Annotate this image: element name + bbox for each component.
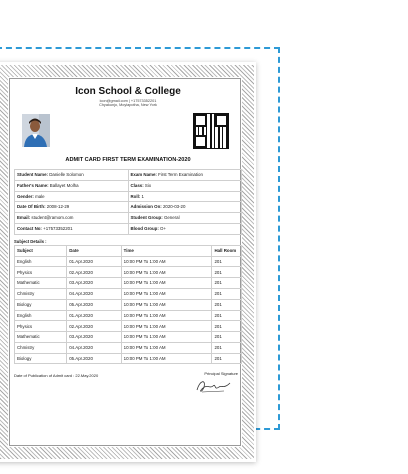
subject-cell: 201 bbox=[212, 289, 242, 300]
subject-cell: Biology bbox=[15, 299, 67, 310]
school-name: Icon School & College bbox=[75, 86, 181, 97]
subject-row bbox=[15, 278, 242, 289]
info-cell bbox=[15, 169, 129, 180]
info-label: Admission On: bbox=[130, 204, 162, 210]
info-cell bbox=[15, 223, 129, 234]
subject-cell: 201 bbox=[212, 267, 242, 278]
info-label: Student Group: bbox=[130, 215, 163, 221]
school-contact: icon@gmail.com | +17573352201 bbox=[99, 98, 157, 103]
admit-card-title: ADMIT CARD FIRST TERM EXAMINATION-2020 bbox=[65, 156, 191, 163]
subject-row bbox=[15, 353, 242, 364]
publication-date: Date of Publication of Admit card : 22.May.2020 bbox=[14, 373, 99, 379]
subject-cell: 02.Apr.2020 bbox=[67, 321, 121, 332]
subject-row bbox=[15, 332, 242, 343]
info-row bbox=[15, 180, 242, 191]
subject-cell: 04.Apr.2020 bbox=[67, 342, 121, 353]
subject-details-label: Subject Details : bbox=[14, 238, 47, 244]
info-cell bbox=[128, 223, 242, 234]
subject-cell: Physics bbox=[15, 321, 67, 332]
subject-cell: 02.Apr.2020 bbox=[67, 267, 121, 278]
subject-cell: 10:00 PM To 1:00 AM bbox=[121, 299, 212, 310]
info-cell bbox=[128, 213, 242, 224]
info-value: Six bbox=[144, 182, 152, 188]
info-cell bbox=[128, 169, 242, 180]
info-value: male bbox=[35, 193, 45, 199]
info-value: 2020-03-20 bbox=[162, 204, 186, 210]
info-label: Blood Group: bbox=[130, 226, 159, 231]
admit-card-content bbox=[14, 84, 242, 444]
subject-row bbox=[15, 342, 242, 353]
info-value: student@ramom.com bbox=[31, 215, 74, 221]
card-footer bbox=[14, 370, 242, 400]
school-address: Chyakunjo, Moylapotha, New York bbox=[99, 103, 157, 108]
subject-row bbox=[15, 256, 242, 267]
subject-cell: 01.Apr.2020 bbox=[67, 310, 121, 321]
subject-cell: 04.Apr.2020 bbox=[67, 289, 121, 300]
info-value: First Term Examination bbox=[158, 172, 203, 178]
subject-cell: 201 bbox=[212, 299, 242, 310]
info-value: +17573352201 bbox=[43, 226, 73, 231]
subject-cell: English bbox=[15, 310, 67, 321]
subject-cell: 01.Apr.2020 bbox=[67, 256, 121, 267]
info-row bbox=[15, 223, 242, 234]
info-value: Ballayet Molha bbox=[49, 182, 79, 188]
subject-row bbox=[15, 321, 242, 332]
subject-cell: 10:00 PM To 1:00 AM bbox=[121, 332, 212, 343]
info-cell bbox=[15, 191, 129, 202]
info-cell bbox=[128, 202, 242, 213]
info-label: Contact No: bbox=[17, 226, 42, 231]
subject-row bbox=[15, 267, 242, 278]
subject-cell: Chmistry bbox=[15, 289, 67, 300]
qr-code-icon bbox=[194, 114, 228, 148]
signature-label: Principal Signature bbox=[204, 371, 238, 377]
subject-cell: 201 bbox=[212, 332, 242, 343]
header-subject: Subject bbox=[15, 245, 67, 256]
subject-cell: 201 bbox=[212, 353, 242, 364]
subject-cell: 05.Apr.2020 bbox=[67, 353, 121, 364]
info-cell bbox=[128, 180, 242, 191]
admit-card-document bbox=[0, 62, 256, 462]
header-hall-room: Hall Room bbox=[212, 245, 242, 256]
subject-cell: Physics bbox=[15, 267, 67, 278]
subject-cell: 201 bbox=[212, 278, 242, 289]
info-value: General bbox=[163, 215, 180, 221]
info-row bbox=[15, 169, 242, 180]
subject-cell: 10:00 PM To 1:00 AM bbox=[121, 289, 212, 300]
subject-table bbox=[14, 245, 242, 365]
subject-cell: 05.Apr.2020 bbox=[67, 299, 121, 310]
info-label: Email: bbox=[17, 215, 31, 221]
subject-cell: 03.Apr.2020 bbox=[67, 332, 121, 343]
info-label: Class: bbox=[130, 182, 144, 188]
info-label: Gender: bbox=[17, 193, 34, 199]
info-value: 1 bbox=[141, 193, 144, 199]
info-label: Student Name: bbox=[17, 172, 48, 178]
subject-cell: English bbox=[15, 256, 67, 267]
subject-row bbox=[15, 310, 242, 321]
student-photo bbox=[22, 114, 50, 147]
info-cell bbox=[15, 213, 129, 224]
info-cell bbox=[128, 191, 242, 202]
info-row bbox=[15, 191, 242, 202]
info-value: Danielle Solomon bbox=[49, 172, 84, 178]
photo-row bbox=[14, 111, 242, 153]
subject-row bbox=[15, 289, 242, 300]
student-info-table bbox=[14, 169, 242, 235]
subject-cell: 201 bbox=[212, 342, 242, 353]
subject-table-header bbox=[15, 245, 242, 256]
info-label: Father's Name: bbox=[17, 182, 49, 188]
signature-icon bbox=[194, 377, 234, 395]
subject-cell: 10:00 PM To 1:00 AM bbox=[121, 310, 212, 321]
subject-cell: 10:00 PM To 1:00 AM bbox=[121, 321, 212, 332]
subject-row bbox=[15, 299, 242, 310]
info-cell bbox=[15, 180, 129, 191]
subject-cell: Mathematic bbox=[15, 332, 67, 343]
subject-cell: Mathematic bbox=[15, 278, 67, 289]
info-row bbox=[15, 202, 242, 213]
subject-cell: 10:00 PM To 1:00 AM bbox=[121, 342, 212, 353]
info-cell bbox=[15, 202, 129, 213]
subject-cell: 201 bbox=[212, 310, 242, 321]
info-value: O+ bbox=[160, 226, 167, 231]
info-label: Roll: bbox=[130, 193, 141, 199]
student-avatar-icon bbox=[22, 114, 50, 147]
subject-cell: 10:00 PM To 1:00 AM bbox=[121, 256, 212, 267]
subject-cell: 10:00 PM To 1:00 AM bbox=[121, 267, 212, 278]
header-time: Time bbox=[121, 245, 212, 256]
info-row bbox=[15, 213, 242, 224]
info-value: 2008-12-29 bbox=[46, 204, 70, 210]
subject-cell: Chmistry bbox=[15, 342, 67, 353]
info-label: Date Of Birth: bbox=[17, 204, 46, 210]
subject-cell: Biology bbox=[15, 353, 67, 364]
info-label: Exam Name: bbox=[130, 172, 157, 178]
subject-cell: 201 bbox=[212, 321, 242, 332]
subject-cell: 10:00 PM To 1:00 AM bbox=[121, 278, 212, 289]
header-date: Date bbox=[67, 245, 121, 256]
subject-cell: 10:00 PM To 1:00 AM bbox=[121, 353, 212, 364]
subject-cell: 201 bbox=[212, 256, 242, 267]
subject-cell: 03.Apr.2020 bbox=[67, 278, 121, 289]
